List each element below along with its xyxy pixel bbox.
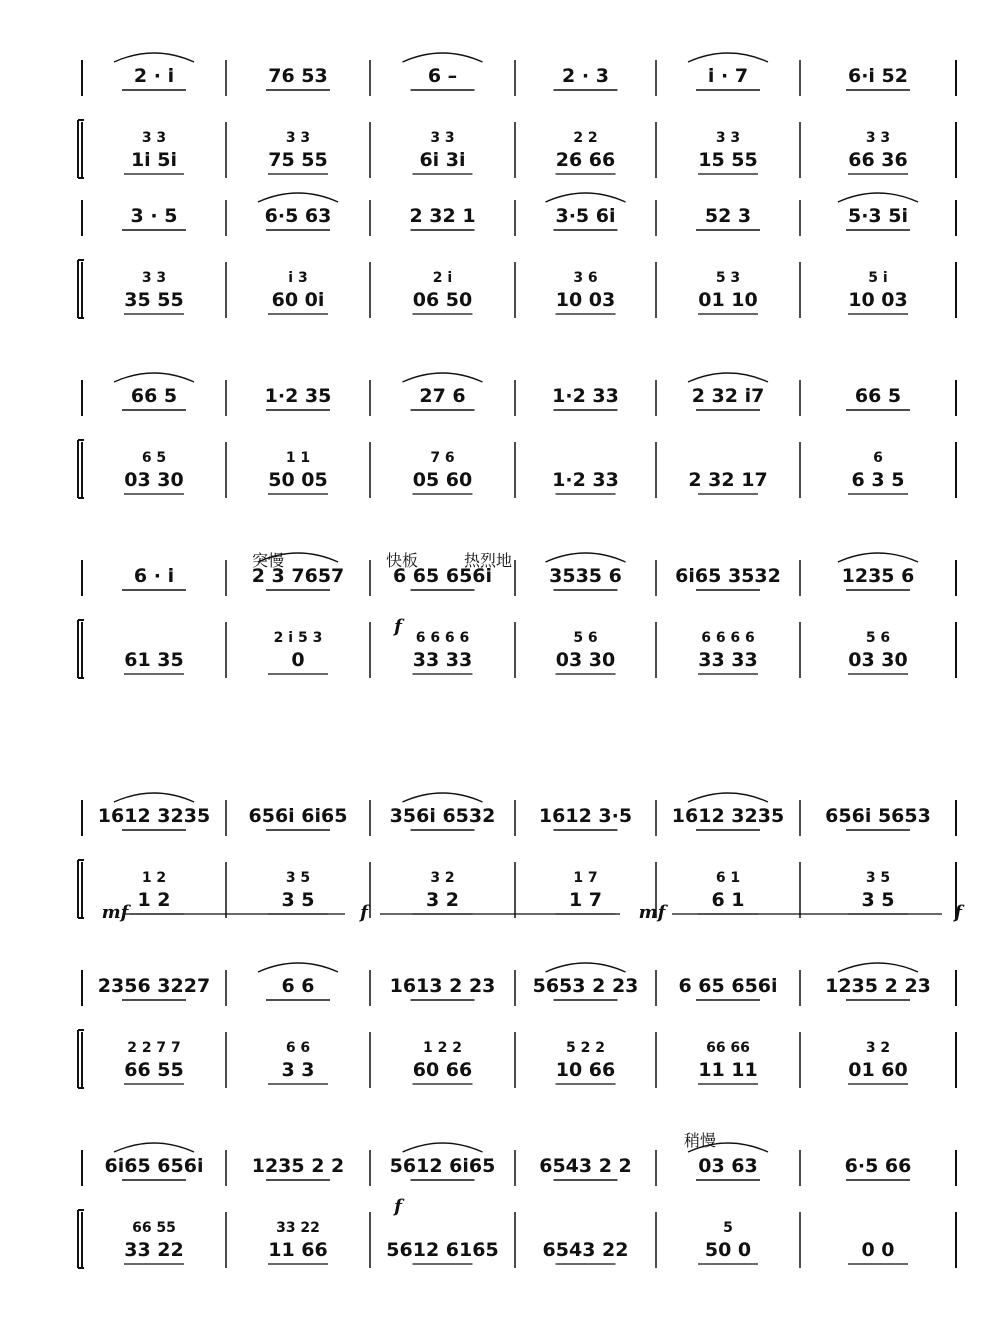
- lower-upper-voice: 2 2 7 7: [127, 1040, 181, 1056]
- lower-upper-voice: 3 3: [865, 130, 891, 146]
- lower-lower-voice: 5612 6165: [386, 1239, 499, 1261]
- upper-measure: 5·3 5i: [847, 205, 909, 227]
- dynamic-mf: mf: [101, 902, 129, 923]
- lower-lower-voice: 03 30: [124, 469, 184, 491]
- lower-upper-voice: i 3: [288, 270, 308, 286]
- lower-lower-voice: 3 2: [425, 889, 460, 911]
- lower-upper-voice: 1 2: [141, 870, 167, 886]
- lower-lower-voice: 66 36: [848, 149, 908, 171]
- upper-measure: 76 53: [268, 65, 328, 87]
- lower-upper-voice: 3 3: [715, 130, 741, 146]
- lower-lower-voice: 0: [291, 649, 305, 671]
- upper-measure: 3·5 6i: [555, 205, 616, 227]
- upper-measure: 1612 3235: [97, 805, 211, 827]
- lower-upper-voice: 1 7: [573, 870, 598, 886]
- upper-measure: 6 –: [427, 65, 458, 87]
- upper-measure: 1·2 33: [552, 385, 619, 407]
- lower-lower-voice: 1·2 33: [552, 469, 619, 491]
- lower-lower-voice: 75 55: [268, 149, 328, 171]
- lower-upper-voice: 2 i: [432, 270, 453, 286]
- slur-arc: [838, 553, 918, 562]
- upper-measure: 656i 5653: [825, 805, 931, 827]
- slur-arc: [546, 963, 626, 972]
- slur-arc: [688, 53, 768, 62]
- lower-lower-voice: 10 03: [555, 289, 616, 311]
- upper-measure: 6 6: [281, 975, 315, 997]
- lower-upper-voice: 6 6: [285, 1040, 311, 1056]
- lower-upper-voice: 5 6: [865, 630, 891, 646]
- upper-measure: 2 32 1: [409, 205, 476, 227]
- lower-upper-voice: 3 6: [573, 270, 598, 286]
- slur-arc: [546, 193, 626, 202]
- lower-lower-voice: 33 33: [698, 649, 758, 671]
- slur-arc: [838, 193, 918, 202]
- lower-upper-voice: 3 3: [141, 130, 167, 146]
- upper-measure: 3 · 5: [130, 205, 178, 227]
- lower-lower-voice: 1i 5i: [130, 149, 178, 171]
- lower-lower-voice: 03 30: [848, 649, 908, 671]
- lower-lower-voice: 60 66: [412, 1059, 473, 1081]
- upper-measure: 3535 6: [549, 565, 622, 587]
- lower-lower-voice: 26 66: [555, 149, 616, 171]
- lower-lower-voice: 6 1: [711, 889, 745, 911]
- slur-arc: [114, 1143, 194, 1152]
- upper-measure: 2356 3227: [97, 975, 211, 997]
- slur-arc: [403, 1143, 483, 1152]
- lower-lower-voice: 01 60: [848, 1059, 908, 1081]
- upper-measure: 1612 3·5: [538, 805, 633, 827]
- lower-lower-voice: 10 03: [848, 289, 908, 311]
- lower-lower-voice: 1 7: [568, 889, 603, 911]
- dynamic-f: f: [394, 616, 402, 637]
- lower-lower-voice: 3 3: [281, 1059, 315, 1081]
- tempo-marking-fast: 快板: [385, 551, 419, 570]
- lower-upper-voice: 6 6 6 6: [415, 630, 470, 646]
- lower-lower-voice: 05 60: [412, 469, 473, 491]
- lower-upper-voice: 3 2: [430, 870, 455, 886]
- dynamic-f: f: [954, 902, 962, 923]
- lower-lower-voice: 3 5: [861, 889, 895, 911]
- lower-lower-voice: 11 66: [268, 1239, 328, 1261]
- upper-measure: 2 3 7657: [251, 565, 345, 587]
- lower-upper-voice: 1 2 2: [423, 1040, 462, 1056]
- upper-measure: 27 6: [419, 385, 466, 407]
- slur-arc: [114, 53, 194, 62]
- lower-upper-voice: 5 3: [715, 270, 741, 286]
- lower-lower-voice: 61 35: [124, 649, 184, 671]
- upper-measure: 6543 2 2: [539, 1155, 632, 1177]
- lower-lower-voice: 1 2: [137, 889, 171, 911]
- upper-measure: i · 7: [707, 65, 749, 87]
- lower-lower-voice: 33 33: [412, 649, 473, 671]
- lower-upper-voice: 5 6: [573, 630, 598, 646]
- upper-measure: 2 · i: [133, 65, 175, 87]
- lower-upper-voice: 3 3: [141, 270, 167, 286]
- lower-lower-voice: 6543 22: [542, 1239, 629, 1261]
- lower-upper-voice: 7 6: [430, 450, 455, 466]
- upper-measure: 1·2 35: [264, 385, 332, 407]
- tempo-marking-slightly-slow: 稍慢: [683, 1131, 717, 1150]
- lower-lower-voice: 6i 3i: [419, 149, 466, 171]
- slur-arc: [838, 963, 918, 972]
- upper-measure: 2 32 i7: [691, 385, 765, 407]
- upper-measure: 656i 6i65: [248, 805, 348, 827]
- upper-measure: 52 3: [704, 205, 752, 227]
- lower-lower-voice: 11 11: [698, 1059, 758, 1081]
- upper-measure: 6·5 66: [844, 1155, 912, 1177]
- upper-measure: 03 63: [698, 1155, 758, 1177]
- upper-measure: 6i65 656i: [104, 1155, 204, 1177]
- lower-lower-voice: 6 3 5: [851, 469, 905, 491]
- lower-lower-voice: 10 66: [555, 1059, 616, 1081]
- lower-upper-voice: 6 1: [715, 870, 741, 886]
- dynamic-f: f: [360, 902, 368, 923]
- lower-lower-voice: 2 32 17: [688, 469, 768, 491]
- lower-upper-voice: 3 5: [865, 870, 891, 886]
- tempo-marking-sudden-slow: 突慢: [251, 551, 285, 570]
- lower-lower-voice: 06 50: [412, 289, 473, 311]
- slur-arc: [258, 963, 338, 972]
- lower-upper-voice: 6 6 6 6: [701, 630, 755, 646]
- slur-arc: [114, 793, 194, 802]
- slur-arc: [688, 373, 768, 382]
- lower-lower-voice: 33 22: [124, 1239, 184, 1261]
- lower-upper-voice: 66 66: [706, 1040, 750, 1056]
- lower-upper-voice: 3 2: [865, 1040, 891, 1056]
- upper-measure: 1235 2 2: [251, 1155, 345, 1177]
- dynamic-mf: mf: [638, 902, 666, 923]
- slur-arc: [688, 793, 768, 802]
- lower-upper-voice: 2 2: [573, 130, 598, 146]
- upper-measure: 66 5: [130, 385, 178, 407]
- lower-upper-voice: 1 1: [285, 450, 311, 466]
- lower-upper-voice: 6: [873, 450, 883, 466]
- lower-lower-voice: 50 0: [704, 1239, 752, 1261]
- lower-lower-voice: 15 55: [698, 149, 758, 171]
- expression-marking-passionately: 热烈地: [463, 551, 513, 570]
- lower-lower-voice: 3 5: [281, 889, 315, 911]
- upper-measure: 6·5 63: [264, 205, 332, 227]
- upper-measure: 66 5: [854, 385, 902, 407]
- lower-upper-voice: 5 2 2: [566, 1040, 605, 1056]
- lower-upper-voice: 3 3: [285, 130, 311, 146]
- lower-upper-voice: 5: [723, 1220, 733, 1236]
- upper-measure: 6 · i: [133, 565, 175, 587]
- lower-upper-voice: 33 22: [276, 1220, 320, 1236]
- slur-arc: [114, 373, 194, 382]
- lower-lower-voice: 01 10: [698, 289, 758, 311]
- upper-measure: 1612 3235: [671, 805, 785, 827]
- lower-lower-voice: 0 0: [861, 1239, 895, 1261]
- upper-measure: 356i 6532: [389, 805, 496, 827]
- upper-measure: 1235 2 23: [825, 975, 931, 997]
- lower-upper-voice: 3 3: [430, 130, 455, 146]
- slur-arc: [403, 793, 483, 802]
- slur-arc: [258, 193, 338, 202]
- lower-upper-voice: 2 i 5 3: [273, 630, 323, 646]
- upper-measure: 1235 6: [841, 565, 915, 587]
- lower-lower-voice: 50 05: [268, 469, 328, 491]
- lower-upper-voice: 66 55: [132, 1220, 176, 1236]
- lower-lower-voice: 60 0i: [271, 289, 325, 311]
- slur-arc: [546, 553, 626, 562]
- upper-measure: 6·i 52: [847, 65, 909, 87]
- upper-measure: 6 65 656i: [392, 565, 493, 587]
- slur-arc: [403, 53, 483, 62]
- upper-measure: 6i65 3532: [675, 565, 781, 587]
- slur-arc: [403, 373, 483, 382]
- lower-lower-voice: 35 55: [124, 289, 184, 311]
- upper-measure: 6 65 656i: [678, 975, 778, 997]
- upper-measure: 5653 2 23: [532, 975, 639, 997]
- lower-upper-voice: 6 5: [141, 450, 167, 466]
- upper-measure: 2 · 3: [562, 65, 609, 87]
- lower-upper-voice: 5 i: [868, 270, 888, 286]
- dynamic-f: f: [394, 1196, 402, 1217]
- lower-lower-voice: 03 30: [555, 649, 616, 671]
- upper-measure: 1613 2 23: [389, 975, 496, 997]
- lower-lower-voice: 66 55: [124, 1059, 184, 1081]
- upper-measure: 5612 6i65: [389, 1155, 496, 1177]
- lower-upper-voice: 3 5: [285, 870, 311, 886]
